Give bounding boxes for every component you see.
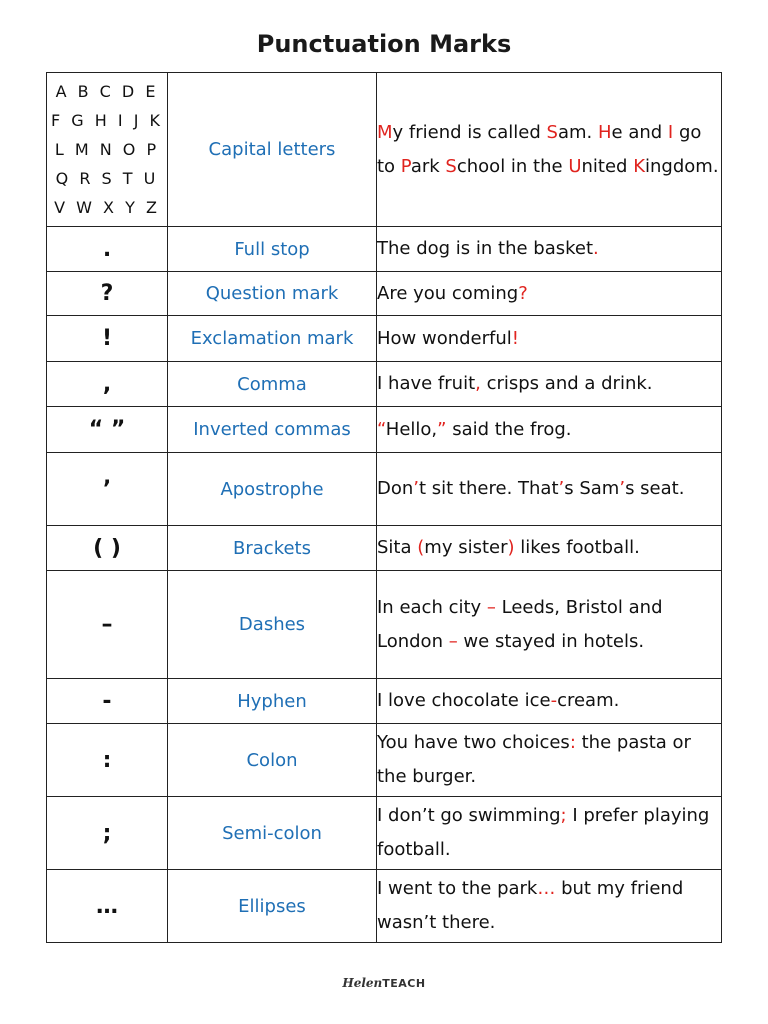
punctuation-symbol: “ ” [47, 407, 168, 453]
sentence-text: e and [611, 121, 668, 143]
sentence-text: Hello, [385, 418, 438, 440]
punctuation-symbol: ; [47, 797, 168, 870]
sentence-text: the pasta or the burger. [377, 732, 691, 787]
sentence-text: ark [410, 155, 446, 177]
sentence-text: Are you coming [377, 282, 519, 304]
sentence-text: ingdom. [645, 155, 719, 177]
punctuation-table [46, 72, 722, 943]
punctuation-symbol: ? [47, 272, 168, 316]
punctuation-name: Brackets [168, 526, 377, 571]
highlighted-mark: … [537, 878, 556, 899]
sentence-text: I love chocolate ice [377, 690, 551, 711]
sentence-text: my sister [424, 537, 508, 558]
sentence-text: Don [377, 478, 414, 499]
example-sentence [377, 227, 722, 272]
punctuation-name: Question mark [168, 272, 377, 316]
sentence-text: s Sam [564, 478, 620, 499]
punctuation-symbol: … [47, 870, 168, 943]
punctuation-name: Dashes [168, 571, 377, 679]
sentence-text: go to [377, 121, 702, 177]
highlighted-mark: S [546, 121, 558, 143]
highlighted-mark: . [593, 238, 599, 259]
punctuation-name: Semi-colon [168, 797, 377, 870]
sentence-text: but my friend wasn’t there. [377, 878, 684, 933]
sentence-text: Sita [377, 537, 418, 558]
sentence-text: I went to the park [377, 878, 538, 899]
punctuation-symbol: ( ) [47, 526, 168, 571]
table-row [47, 272, 722, 316]
alphabet-row: L M N O P [54, 140, 160, 159]
sentence-text: y friend is called [392, 121, 547, 143]
example-sentence [377, 316, 722, 362]
alphabet-row: Q R S T U [55, 169, 159, 188]
table-row [47, 453, 722, 526]
highlighted-mark: ) [507, 537, 515, 558]
sentence-text: crisps and a drink. [480, 373, 653, 394]
example-sentence [377, 407, 722, 453]
table-row [47, 407, 722, 453]
sentence-text: we stayed in hotels. [457, 630, 645, 652]
highlighted-mark: ; [560, 805, 567, 826]
highlighted-mark: ’ [413, 478, 420, 499]
punctuation-symbol: – [47, 571, 168, 679]
punctuation-symbol: ! [47, 316, 168, 362]
highlighted-mark: – [486, 596, 496, 618]
sentence-text: Leeds, Bristol and London [377, 596, 663, 652]
punctuation-name: Inverted commas [168, 407, 377, 453]
table-row [47, 362, 722, 407]
footer-brand [0, 976, 768, 990]
highlighted-mark: ’ [558, 478, 565, 499]
punctuation-name: Hyphen [168, 679, 377, 724]
punctuation-name: Full stop [168, 227, 377, 272]
highlighted-mark: H [597, 121, 612, 143]
highlighted-mark: S [445, 155, 457, 177]
sentence-text: likes football. [514, 537, 640, 558]
highlighted-mark: ’ [619, 478, 626, 499]
highlighted-mark: I [667, 121, 674, 143]
punctuation-name: Apostrophe [168, 453, 377, 526]
punctuation-name: Exclamation mark [168, 316, 377, 362]
punctuation-name: Comma [168, 362, 377, 407]
example-sentence [377, 870, 722, 943]
alphabet-row: V W X Y Z [54, 198, 160, 217]
table-row [47, 316, 722, 362]
highlighted-mark: – [448, 630, 458, 652]
highlighted-mark: M [377, 121, 393, 143]
example-sentence [377, 73, 722, 227]
alphabet-row: A B C D E [55, 82, 159, 101]
example-sentence [377, 453, 722, 526]
punctuation-symbol: ’ [47, 453, 168, 526]
highlighted-mark: , [475, 373, 481, 394]
sentence-text: said the frog. [446, 418, 572, 440]
example-sentence [377, 362, 722, 407]
alphabet-row: F G H I J K [51, 111, 163, 130]
table-row [47, 526, 722, 571]
table-row [47, 571, 722, 679]
highlighted-mark: ( [417, 537, 425, 558]
punctuation-symbol: - [47, 679, 168, 724]
sentence-text: t sit there. That [419, 478, 559, 499]
highlighted-mark: : [569, 732, 576, 753]
highlighted-mark: P [400, 155, 411, 177]
table-row [47, 797, 722, 870]
alphabet-cell [47, 73, 168, 227]
example-sentence [377, 571, 722, 679]
example-sentence [377, 797, 722, 870]
table-row [47, 73, 722, 227]
sentence-text: I don’t go swimming [377, 805, 561, 826]
sentence-text: I prefer playing football. [377, 805, 710, 860]
sentence-text: The dog is in the basket [377, 238, 594, 259]
sentence-text: cream. [557, 690, 620, 711]
sentence-text: s seat. [625, 478, 685, 499]
punctuation-symbol: , [47, 362, 168, 407]
sentence-text: I have fruit [377, 373, 476, 394]
highlighted-mark: - [550, 690, 558, 711]
example-sentence [377, 679, 722, 724]
sentence-text: nited [581, 155, 634, 177]
table-row [47, 679, 722, 724]
highlighted-mark: ? [518, 282, 528, 304]
punctuation-name: Capital letters [168, 73, 377, 227]
punctuation-name: Colon [168, 724, 377, 797]
punctuation-name: Ellipses [168, 870, 377, 943]
example-sentence [377, 526, 722, 571]
highlighted-mark: ! [511, 327, 519, 349]
sentence-text: How wonderful [377, 327, 512, 349]
sentence-text: In each city [377, 596, 487, 618]
sentence-text: You have two choices [377, 732, 570, 753]
table-row [47, 724, 722, 797]
example-sentence [377, 724, 722, 797]
page-title: Punctuation Marks [256, 30, 512, 58]
example-sentence [377, 272, 722, 316]
highlighted-mark: “ [377, 418, 386, 440]
punctuation-symbol: . [47, 227, 168, 272]
punctuation-symbol: : [47, 724, 168, 797]
brand-script: Helen [342, 976, 383, 990]
brand-caps: TEACH [382, 977, 426, 990]
highlighted-mark: U [568, 155, 582, 177]
highlighted-mark: K [633, 155, 646, 177]
sentence-text: am. [557, 121, 598, 143]
sentence-text: chool in the [456, 155, 569, 177]
highlighted-mark: ” [437, 418, 447, 440]
table-row [47, 870, 722, 943]
table-row [47, 227, 722, 272]
